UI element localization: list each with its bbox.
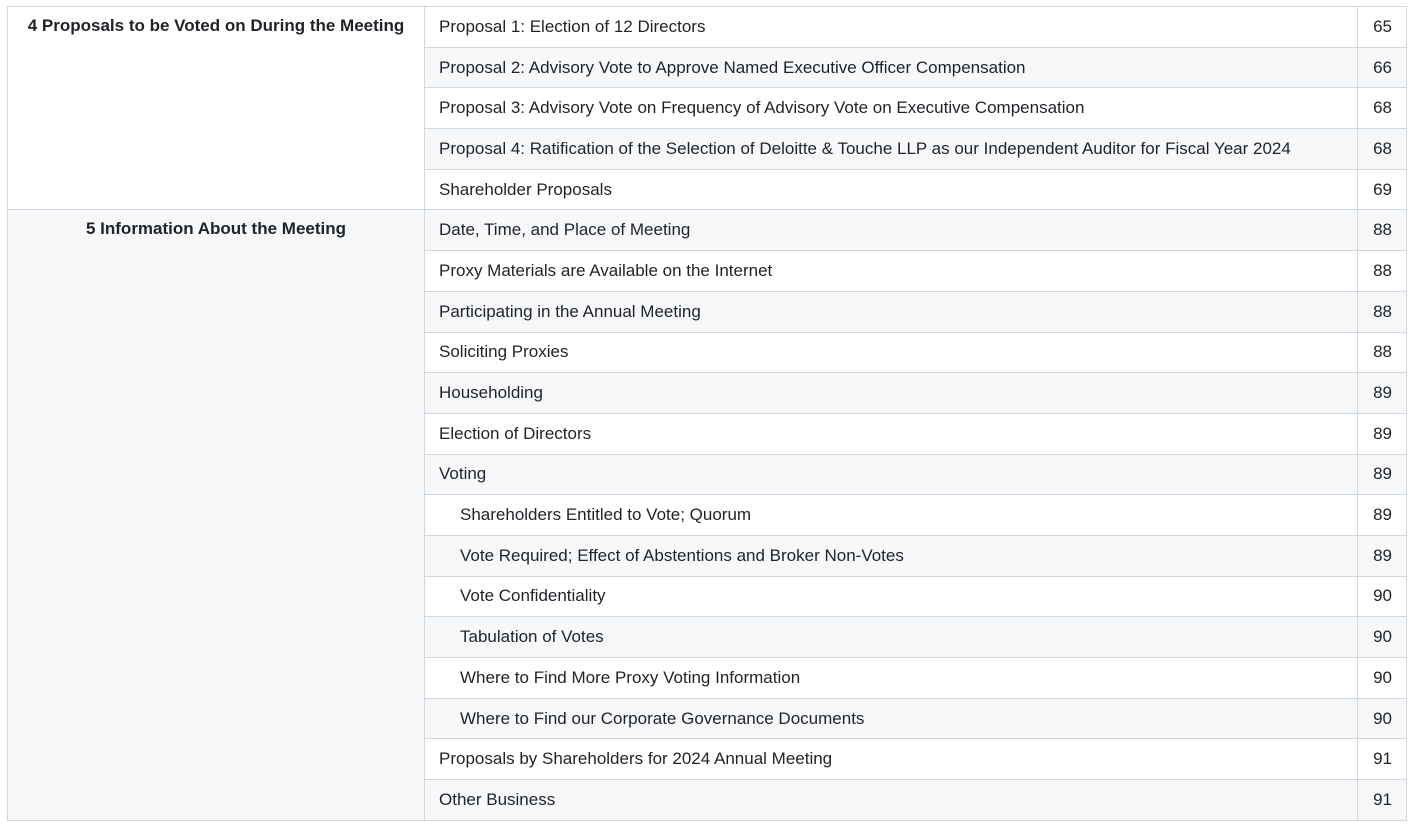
page-number: 89 (1358, 454, 1407, 495)
toc-entry-title: Householding (425, 373, 1358, 414)
page-number: 90 (1358, 576, 1407, 617)
section-heading: 5 Information About the Meeting (8, 210, 425, 820)
toc-entry-title: Other Business (425, 780, 1358, 821)
section-heading: 4 Proposals to be Voted on During the Meeting (8, 7, 425, 210)
page-number: 89 (1358, 413, 1407, 454)
page-number: 88 (1358, 251, 1407, 292)
page-number: 91 (1358, 739, 1407, 780)
page-number: 65 (1358, 7, 1407, 48)
page-number: 90 (1358, 698, 1407, 739)
page-number: 89 (1358, 373, 1407, 414)
toc-entry-title: Election of Directors (425, 413, 1358, 454)
page-number: 68 (1358, 129, 1407, 170)
page-number: 89 (1358, 535, 1407, 576)
toc-entry-title: Proxy Materials are Available on the Internet (425, 251, 1358, 292)
toc-subentry-title: Vote Confidentiality (425, 576, 1358, 617)
page-number: 68 (1358, 88, 1407, 129)
page-number: 88 (1358, 332, 1407, 373)
toc-subentry-title: Where to Find More Proxy Voting Information (425, 658, 1358, 699)
page-number: 69 (1358, 169, 1407, 210)
toc-entry-title: Proposals by Shareholders for 2024 Annual Meeting (425, 739, 1358, 780)
page-number: 88 (1358, 291, 1407, 332)
page-number: 90 (1358, 658, 1407, 699)
page-number: 91 (1358, 780, 1407, 821)
table-row (8, 210, 1407, 251)
toc-entry-title: Shareholder Proposals (425, 169, 1358, 210)
toc-body (8, 7, 1407, 821)
toc-entry-title: Proposal 3: Advisory Vote on Frequency of Advisory Vote on Executive Compensation (425, 88, 1358, 129)
toc-subentry-title: Tabulation of Votes (425, 617, 1358, 658)
toc-entry-title: Voting (425, 454, 1358, 495)
table-row (8, 7, 1407, 48)
toc-entry-title: Proposal 1: Election of 12 Directors (425, 7, 1358, 48)
toc-entry-title: Proposal 4: Ratification of the Selection of Deloitte & Touche LLP as our Independent Auditor for Fiscal Year 2024 (425, 129, 1358, 170)
page-number: 89 (1358, 495, 1407, 536)
page-number: 66 (1358, 47, 1407, 88)
toc-entry-title: Soliciting Proxies (425, 332, 1358, 373)
toc-subentry-title: Vote Required; Effect of Abstentions and Broker Non-Votes (425, 535, 1358, 576)
toc-entry-title: Proposal 2: Advisory Vote to Approve Named Executive Officer Compensation (425, 47, 1358, 88)
page-number: 90 (1358, 617, 1407, 658)
toc-subentry-title: Where to Find our Corporate Governance Documents (425, 698, 1358, 739)
toc-entry-title: Participating in the Annual Meeting (425, 291, 1358, 332)
table-of-contents (7, 6, 1407, 821)
page-number: 88 (1358, 210, 1407, 251)
toc-entry-title: Date, Time, and Place of Meeting (425, 210, 1358, 251)
toc-subentry-title: Shareholders Entitled to Vote; Quorum (425, 495, 1358, 536)
